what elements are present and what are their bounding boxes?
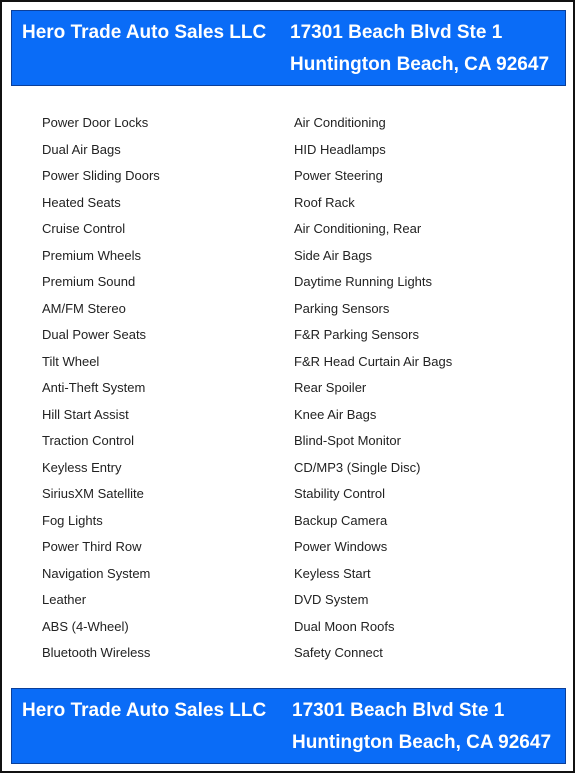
feature-item: Cruise Control (42, 221, 126, 236)
feature-item: Dual Moon Roofs (294, 618, 395, 634)
feature-item: AM/FM Stereo (42, 300, 126, 316)
feature-item: Power Third Row (42, 539, 142, 554)
feature-item: Keyless Start (294, 565, 371, 581)
feature-item: Knee Air Bags (294, 406, 377, 422)
feature-item: Tilt Wheel (42, 353, 100, 369)
address-line-2: Huntington Beach, CA 92647 (290, 54, 550, 75)
dealer-name: Hero Trade Auto Sales LLC (22, 22, 267, 43)
feature-item: Stability Control (294, 486, 386, 501)
feature-item: Hill Start Assist (42, 406, 129, 422)
feature-item: Premium Sound (42, 274, 136, 289)
feature-item: Safety Connect (294, 645, 383, 660)
feature-item: DVD System (294, 592, 369, 607)
feature-item: CD/MP3 (Single Disc) (294, 459, 421, 475)
feature-item: Anti-Theft System (42, 380, 146, 395)
feature-item: Premium Wheels (42, 247, 141, 263)
dealer-name: Hero Trade Auto Sales LLC (22, 700, 267, 721)
feature-item: Fog Lights (42, 512, 103, 528)
feature-item: Side Air Bags (294, 247, 373, 263)
feature-item: Dual Power Seats (42, 327, 147, 342)
features-column-left (42, 112, 160, 669)
feature-item: F&R Head Curtain Air Bags (294, 353, 453, 369)
feature-item: Power Windows (294, 539, 388, 554)
feature-item: HID Headlamps (294, 141, 386, 157)
feature-item: Heated Seats (42, 194, 121, 210)
feature-item: Power Sliding Doors (42, 168, 160, 183)
feature-item: Backup Camera (294, 512, 388, 528)
footer-banner (11, 688, 566, 764)
feature-item: Air Conditioning, Rear (294, 221, 422, 236)
feature-item: Roof Rack (294, 194, 355, 210)
feature-item: Bluetooth Wireless (42, 645, 151, 660)
feature-item: Power Door Locks (42, 115, 149, 130)
feature-item: F&R Parking Sensors (294, 327, 419, 342)
feature-item: Dual Air Bags (42, 141, 121, 157)
feature-item: Keyless Entry (42, 459, 122, 475)
feature-item: Power Steering (294, 168, 383, 183)
feature-item: Air Conditioning (294, 115, 386, 130)
features-column-right (294, 112, 452, 669)
feature-item: Blind-Spot Monitor (294, 433, 401, 448)
address-line-2: Huntington Beach, CA 92647 (292, 732, 552, 753)
feature-item: Rear Spoiler (294, 380, 367, 395)
feature-item: Leather (42, 592, 87, 607)
feature-item: SiriusXM Satellite (42, 486, 144, 501)
feature-item: Traction Control (42, 433, 134, 448)
header-banner (11, 10, 566, 86)
feature-item: Navigation System (42, 565, 151, 581)
feature-item: Daytime Running Lights (294, 274, 433, 289)
address-line-1: 17301 Beach Blvd Ste 1 (292, 700, 505, 721)
feature-item: ABS (4-Wheel) (42, 618, 129, 634)
feature-item: Parking Sensors (294, 300, 390, 316)
address-line-1: 17301 Beach Blvd Ste 1 (290, 22, 503, 43)
